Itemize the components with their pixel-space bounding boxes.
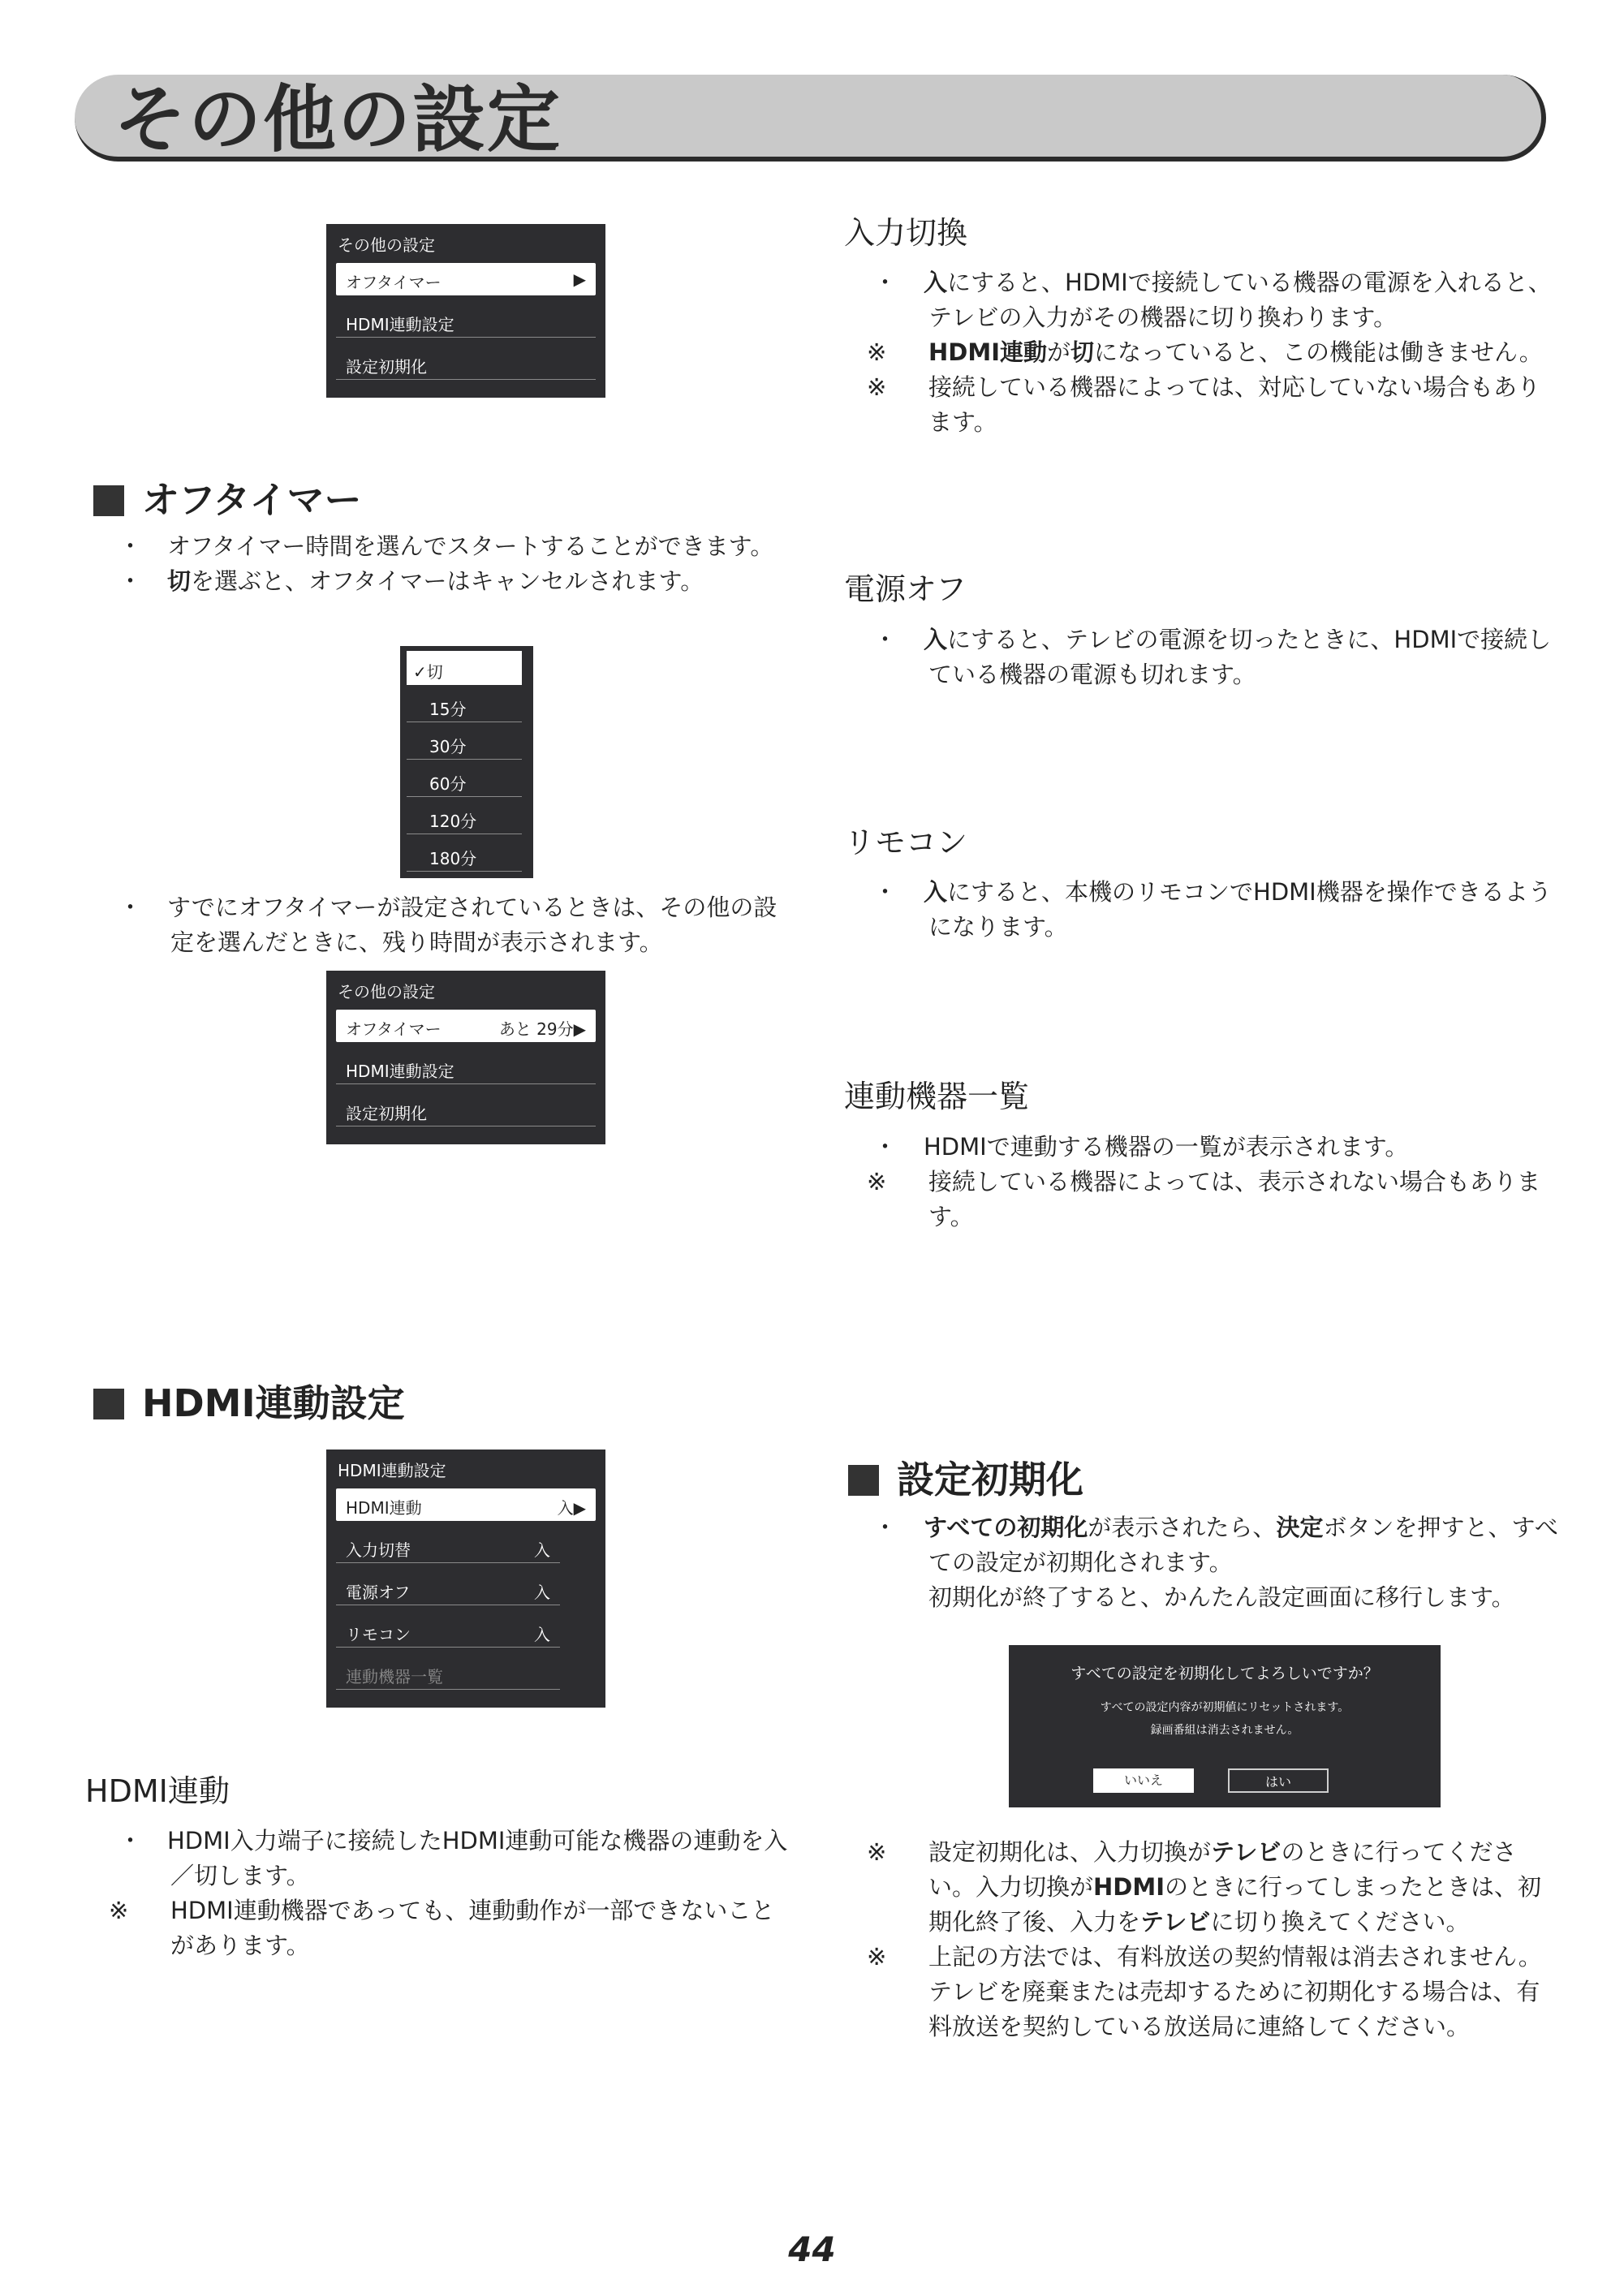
reset-notes: ※ 設定初期化は、入力切換がテレビのときに行ってください。入力切換がHDMIのときに行ってしまったときは、初期化終了後、入力をテレビに切り換えてください。 ※ 上記の方法では、有料放送の契約情報は消去されません。テレビを廃棄または売却するために初期化する場合は、有料放送を契約している放送局に連絡してください。 [867, 1838, 1542, 2040]
menu-item-linked-devices[interactable]: 連動機器一覧 [336, 1657, 560, 1690]
reset-text: ・ すべての初期化が表示されたら、決定ボタンを押すと、すべての設定が初期化されます。 初期化が終了すると、かんたん設定画面に移行します。 [873, 1514, 1558, 1611]
option-180min[interactable]: 180分 [407, 838, 522, 872]
menu-item-input-switch[interactable]: 入力切替 入 [336, 1531, 560, 1563]
power-off-text: ・ 入にすると、テレビの電源を切ったときに、HDMIで接続している機器の電源も切れます。 [873, 626, 1552, 688]
menu-title: その他の設定 [338, 235, 435, 255]
menu-title: その他の設定 [338, 982, 435, 1002]
subheading-remote: リモコン [844, 825, 968, 860]
offtimer-options-list [400, 646, 533, 878]
hdmi-link-note: ※ HDMI連動機器であっても、連動動作が一部できないことがあります。 [109, 1897, 775, 1959]
square-bullet-icon [93, 485, 124, 516]
menu-item-hdmi-link[interactable]: HDMI連動 入▶ [336, 1488, 596, 1521]
option-30min[interactable]: 30分 [407, 726, 522, 760]
option-120min[interactable]: 120分 [407, 800, 522, 834]
chevron-right-icon: ▶ [573, 269, 586, 289]
menu-item-offtimer[interactable]: オフタイマー あと 29分▶ [336, 1010, 596, 1042]
page-number: 44 [788, 2229, 836, 2269]
menu-screen-other-settings [326, 224, 605, 398]
subheading-linked-devices: 連動機器一覧 [844, 1079, 1030, 1114]
menu-item-hdmi-settings[interactable]: HDMI連動設定 [336, 305, 596, 338]
square-bullet-icon [848, 1465, 879, 1496]
reset-confirm-dialog [1009, 1645, 1441, 1807]
section-heading-offtimer: オフタイマー [93, 477, 361, 523]
menu-item-hdmi-settings[interactable]: HDMI連動設定 [336, 1052, 596, 1084]
hdmi-link-text: ・ HDMI入力端子に接続したHDMI連動可能な機器の連動を入／切します。 [118, 1827, 788, 1889]
menu-screen-other-settings-remaining [326, 971, 605, 1144]
dialog-message-2: 録画番組は消去されません。 [1150, 1724, 1299, 1737]
option-15min[interactable]: 15分 [407, 688, 522, 722]
square-bullet-icon [93, 1389, 124, 1419]
section-heading-hdmi-settings: HDMI連動設定 [93, 1381, 405, 1426]
menu-title: HDMI連動設定 [338, 1461, 446, 1480]
menu-item-power-off[interactable]: 電源オフ 入 [336, 1573, 560, 1605]
offtimer-text: ・ オフタイマー時間を選んでスタートすることができます。 ・ 切を選ぶと、オフタイマーはキャンセルされます。 [118, 532, 774, 595]
linked-devices-text: ・ HDMIで連動する機器の一覧が表示されます。 [873, 1133, 1409, 1161]
linked-devices-note: ※ 接続している機器によっては、表示されない場合もあります。 [867, 1168, 1541, 1230]
remote-text: ・ 入にすると、本機のリモコンでHDMI機器を操作できるようになります。 [873, 878, 1552, 941]
option-off[interactable]: ✓切 [407, 651, 522, 685]
page-title: その他の設定 [114, 77, 562, 162]
offtimer-remaining-text: ・ すでにオフタイマーが設定されているときは、その他の設定を選んだときに、残り時間が表示されます。 [118, 894, 778, 956]
no-button[interactable]: いいえ [1093, 1768, 1194, 1793]
input-switch-notes: ※ HDMI連動が切になっていると、この機能は働きません。 ※ 接続している機器によっては、対応していない場合もあります。 [867, 338, 1543, 436]
subheading-input-switch: 入力切換 [844, 215, 968, 251]
dialog-question: すべての設定を初期化してよろしいですか？ [1070, 1665, 1379, 1682]
menu-item-offtimer[interactable]: オフタイマー ▶ [336, 263, 596, 295]
input-switch-text: ・ 入にすると、HDMIで接続している機器の電源を入れると、テレビの入力がその機器に切り換わります。 [873, 269, 1552, 331]
menu-screen-hdmi-settings [326, 1450, 605, 1708]
subheading-hdmi-link: HDMI連動 [85, 1773, 230, 1809]
dialog-message-1: すべての設定内容が初期値にリセットされます。 [1100, 1701, 1350, 1714]
option-60min[interactable]: 60分 [407, 763, 522, 797]
menu-item-reset[interactable]: 設定初期化 [336, 347, 596, 380]
section-heading-reset: 設定初期化 [848, 1457, 1083, 1502]
menu-item-remote[interactable]: リモコン 入 [336, 1615, 560, 1648]
yes-button[interactable]: はい [1228, 1768, 1329, 1793]
menu-item-reset[interactable]: 設定初期化 [336, 1094, 596, 1126]
subheading-power-off: 電源オフ [844, 571, 967, 607]
